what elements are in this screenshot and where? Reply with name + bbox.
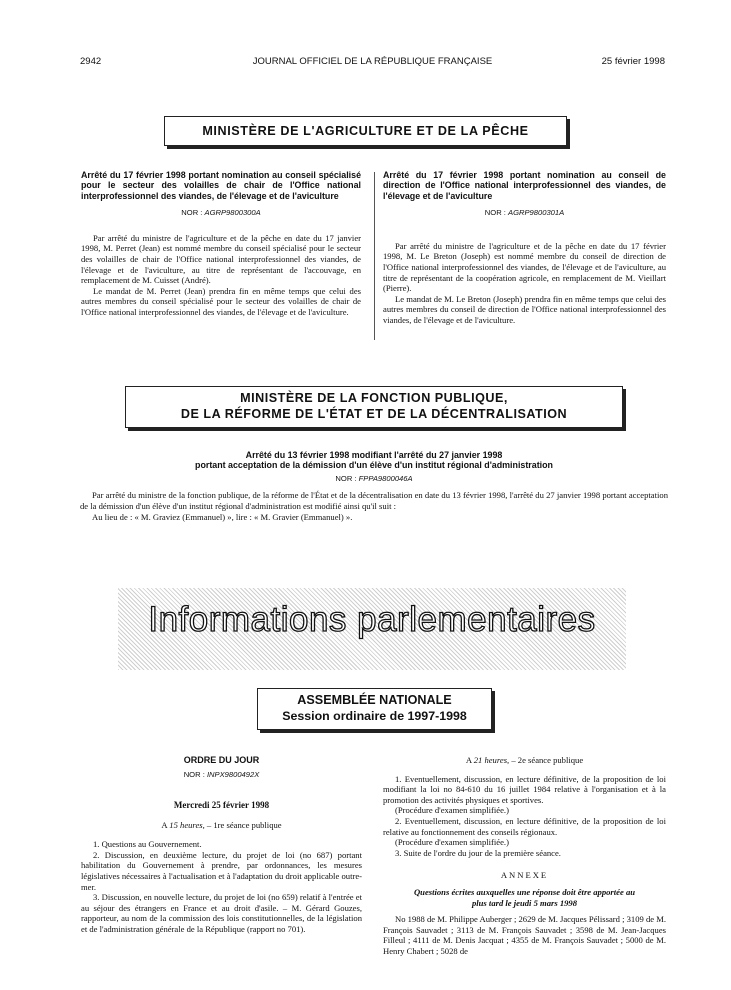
agriculture-left-article xyxy=(81,170,361,318)
issue-date: 25 février 1998 xyxy=(601,56,665,67)
article-paragraph: Par arrêté du ministre de l'agriculture et de la pêche en date du 17 février 1998, M. Le Breton (Joseph) est nommé membre du conseil de direction de l'Office national interprofessionnel des viandes, de l'élevage et de l'aviculture, au titre de représentant de la coopération agricole, en remplacement de M. Vieillart (Pierre). xyxy=(383,240,666,294)
article-title: Arrêté du 17 février 1998 portant nomination au conseil de direction de l'Office national interprofessionnel des viandes, de l'élevage et de l'aviculture xyxy=(383,170,666,201)
nor-reference: NOR : AGRP9800301A xyxy=(484,208,565,218)
agenda-note: (Procédure d'examen simplifiée.) xyxy=(395,805,509,816)
assemblee-session: Session ordinaire de 1997-1998 xyxy=(282,709,467,723)
ministry-agriculture-title: MINISTÈRE DE L'AGRICULTURE ET DE LA PÊCHE xyxy=(202,124,529,138)
assemblee-box xyxy=(257,688,492,730)
article-title: Arrêté du 17 février 1998 portant nomination au conseil spécialisé pour le secteur des volailles de chair de l'Office national interprofessionnel des viandes, de l'élevage et de l'aviculture xyxy=(81,170,361,201)
annexe-subheading: Questions écrites auxquelles une réponse doit être apportée au plus tard le jeudi 5 mars 1998 xyxy=(413,886,636,908)
nor-reference: NOR : INPX9800492X xyxy=(183,770,260,780)
agriculture-right-article xyxy=(383,170,666,326)
column-divider xyxy=(374,172,375,340)
agenda-item: 2. Eventuellement, discussion, en lecture définitive, de la proposition de loi relative au fonctionnement des conseils régionaux. xyxy=(383,815,666,837)
ordre-day: Mercredi 25 février 1998 xyxy=(173,800,270,810)
article-paragraph: Le mandat de M. Perret (Jean) prendra fin en même temps que celui des autres membres du conseil spécialisé pour le secteur des volailles de chair de l'Office national interprofessionnel des viandes, de l'élevage et de l'aviculture. xyxy=(81,285,361,317)
agenda-note: (Procédure d'examen simplifiée.) xyxy=(395,837,509,848)
annexe-heading: ANNEXE xyxy=(500,870,549,881)
article-paragraph: Par arrêté du ministre de la fonction publique, de la réforme de l'État et de la décentralisation en date du 13 février 1998, l'arrêté du 27 janvier 1998 portant acceptation de la démission d'un élève d'un institut régional d'administration est modifié ainsi qu'il suit : xyxy=(80,490,668,511)
article-paragraph: Par arrêté du ministre de l'agriculture et de la pêche en date du 17 janvier 1998, M. Perret (Jean) est nommé membre du conseil spécialisé pour le secteur des volailles de chair de l'Office national interprofessionnel des viandes, de l'élevage et de l'aviculture, au titre de représentant de l'accouvage, en remplacement de M. Cuisset (André). xyxy=(81,232,361,286)
seance-2-heading: A 21 heures, – 2e séance publique xyxy=(465,755,584,765)
fonction-article xyxy=(80,450,668,522)
agenda-item: 3. Discussion, en nouvelle lecture, du projet de loi (no 659) relatif à l'entrée et au séjour des étrangers en France et au droit d'asile. – M. Gérard Gouzes, rapporteur, au nom de la commission des lois constitutionnelles, de la législation et de l'administration générale de la République (rapport no 701). xyxy=(81,892,362,934)
ministry-fonction-box xyxy=(125,386,623,428)
agenda-item: 1. Eventuellement, discussion, en lecture définitive, de la proposition de loi modifiant la loi no 84-610 du 16 juillet 1984 relative à l'organisation et à la promotion des activités physiques et sportives. xyxy=(383,773,666,805)
nor-reference: NOR : FPPA9800046A xyxy=(335,473,413,483)
page-header xyxy=(80,56,665,70)
ministry-fonction-line1: MINISTÈRE DE LA FONCTION PUBLIQUE, xyxy=(240,391,508,405)
ordre-heading: ORDRE DU JOUR xyxy=(183,755,260,765)
agenda-item: 2. Discussion, en deuxième lecture, du projet de loi (no 687) portant habilitation du Gouvernement à prendre, par ordonnances, les mesures législatives nécessaires à l'actualisation et à l'adaptation du droit applicable outre-mer. xyxy=(81,849,362,892)
nor-reference: NOR : AGRP9800300A xyxy=(181,208,261,218)
agenda-item: 3. Suite de l'ordre du jour de la première séance. xyxy=(395,847,561,858)
article-paragraph: Le mandat de M. Le Breton (Joseph) prendra fin en même temps que celui des autres membres du conseil de direction de l'Office national interprofessionnel des viandes, de l'élevage et de l'aviculture. xyxy=(383,293,666,325)
page-number: 2942 xyxy=(80,56,102,67)
article-title-line2: portant acceptation de la démission d'un élève d'un institut régional d'administration xyxy=(195,460,553,471)
ministry-agriculture-box xyxy=(164,116,567,146)
banner-title: Informations parlementaires xyxy=(148,600,596,639)
article-title-line1: Arrêté du 13 février 1998 modifiant l'arrêté du 27 janvier 1998 xyxy=(245,450,503,460)
assemblee-title: ASSEMBLÉE NATIONALE xyxy=(297,693,452,707)
agenda-item: 1. Questions au Gouvernement. xyxy=(93,839,202,850)
seance-1-heading: A 15 heures, – 1re séance publique xyxy=(161,819,282,830)
ordre-right-column xyxy=(383,755,666,957)
informations-parlementaires-banner xyxy=(118,588,626,670)
ministry-fonction-line2: DE LA RÉFORME DE L'ÉTAT ET DE LA DÉCENTRALISATION xyxy=(180,407,568,421)
article-paragraph: Au lieu de : « M. Graviez (Emmanuel) », lire : « M. Gravier (Emmanuel) ». xyxy=(92,511,353,522)
annexe-text: No 1988 de M. Philippe Auberger ; 2629 de M. Jacques Pélissard ; 3109 de M. François Sauvadet ; 3113 de M. François Sauvadet ; 3598 de M. Jean-Jacques Filleul ; 4111 de M. Denis Jacquat ; 4355 de M. François Sauvadet ; 5000 de M. Henry Chabert ; 5028 de xyxy=(383,914,666,956)
journal-title: JOURNAL OFFICIEL DE LA RÉPUBLIQUE FRANÇAISE xyxy=(252,56,493,67)
ordre-left-column xyxy=(81,755,362,935)
